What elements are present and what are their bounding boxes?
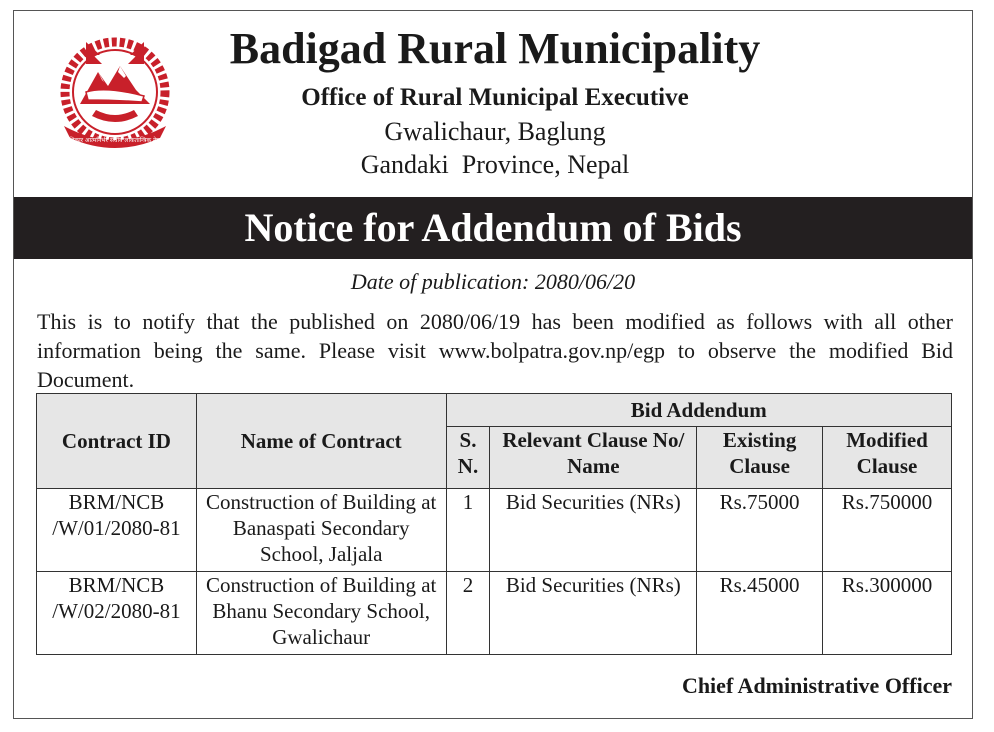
header-sn: S. N. bbox=[446, 427, 490, 489]
cell-contract-id: BRM/NCB /W/02/2080-81 bbox=[37, 572, 197, 655]
header-relevant-clause: Relevant Clause No/ Name bbox=[490, 427, 697, 489]
notice-body: This is to notify that the published on 2080/06/19 has been modified as follows with all other information being the same. Please visit www.bolpatra.gov.np/egp to observe the modified Bid Document. bbox=[37, 309, 953, 392]
office-name: Office of Rural Municipal Executive bbox=[301, 84, 689, 111]
publication-date: Date of publication: 2080/06/20 bbox=[350, 269, 636, 294]
notice-heading: Notice for Addendum of Bids bbox=[244, 205, 742, 250]
cell-contract-name: Construction of Building at Bhanu Secondary School, Gwalichaur bbox=[196, 572, 446, 655]
cell-sn: 1 bbox=[446, 489, 490, 572]
header-existing-clause: Existing Clause bbox=[697, 427, 823, 489]
cell-relevant-clause: Bid Securities (NRs) bbox=[490, 572, 697, 655]
cell-existing-clause: Rs.45000 bbox=[697, 572, 823, 655]
header-name-of-contract: Name of Contract bbox=[196, 394, 446, 489]
cell-modified-clause: Rs.750000 bbox=[823, 489, 952, 572]
cell-contract-id: BRM/NCB /W/01/2080-81 bbox=[37, 489, 197, 572]
cell-modified-clause: Rs.300000 bbox=[823, 572, 952, 655]
header-bid-addendum: Bid Addendum bbox=[446, 394, 951, 427]
notice-heading-banner bbox=[14, 197, 972, 259]
signatory: Chief Administrative Officer bbox=[681, 673, 952, 698]
address-line-2: Gandaki Province, Nepal bbox=[360, 150, 630, 179]
cell-existing-clause: Rs.75000 bbox=[697, 489, 823, 572]
table-row bbox=[37, 572, 952, 655]
header-modified-clause: Modified Clause bbox=[823, 427, 952, 489]
header-contract-id: Contract ID bbox=[37, 394, 197, 489]
addendum-table bbox=[36, 393, 952, 655]
table-row bbox=[37, 489, 952, 572]
emblem-caption: अधिकार आत्मनिर्भर संघीय लोकतान्त्रिक नेपाल bbox=[64, 137, 166, 144]
cell-contract-name: Construction of Building at Banaspati Secondary School, Jaljala bbox=[196, 489, 446, 572]
cell-sn: 2 bbox=[446, 572, 490, 655]
address-line-1: Gwalichaur, Baglung bbox=[384, 117, 606, 146]
cell-relevant-clause: Bid Securities (NRs) bbox=[490, 489, 697, 572]
municipality-title: Badigad Rural Municipality bbox=[229, 24, 761, 73]
